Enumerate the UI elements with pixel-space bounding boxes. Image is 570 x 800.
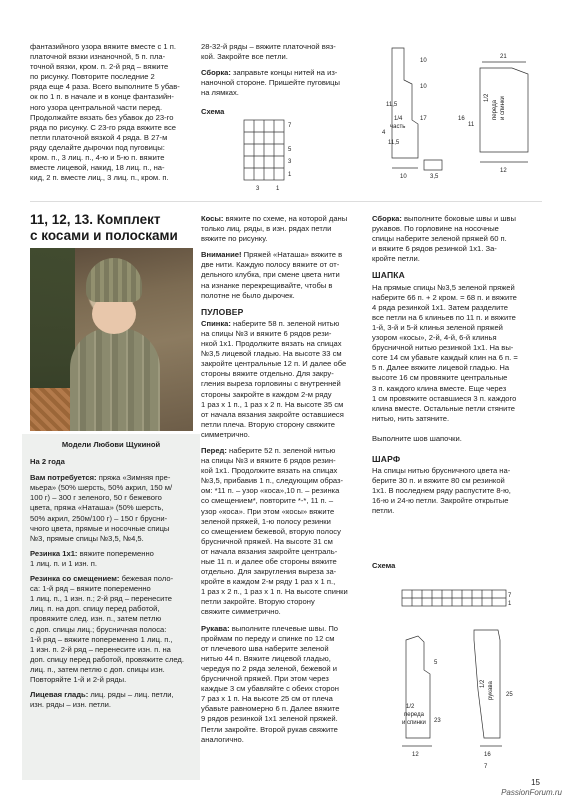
sleeve-line: убавьте равномерно 6 п. Далее вяжите <box>201 704 340 714</box>
front-line: ом: *11 п. – узор «коса»,10 п. – резинка <box>201 486 340 496</box>
final-assembly-heading: Сборка: <box>372 214 402 223</box>
watermark: PassionForum.ru <box>501 788 562 797</box>
hat-seam-note: Выполните шов шапочки. <box>372 433 462 443</box>
hat-line: наберите 66 п. + 2 кром. = 68 п. и вяжите <box>372 292 517 302</box>
scheme-num-bottom-1: 1 <box>276 186 280 192</box>
article-title <box>30 212 200 244</box>
rib-text: вяжите попеременно <box>77 548 154 558</box>
back-text: наберите 58 п. зеленой нитью <box>230 318 340 328</box>
bottom-pattern-sleeve: рукава <box>488 681 494 700</box>
back-line: №3,5 лицевой гладью. На высоте 33 см <box>201 349 342 359</box>
front-line: зеленой пряжей, 1-ю полосу резинки <box>201 516 331 526</box>
scheme-num-1: 1 <box>288 172 292 178</box>
hat-line: нитью, нить затяните. <box>372 413 450 423</box>
shift-rib-line: 1 изн. п. 2-й ряд – перенесите изн. п. на <box>30 644 171 654</box>
attention-line: две нити. Каждую полосу вяжите от от- <box>201 260 340 270</box>
front-line: кройте в каждом 2-м ряду 1 раз х 1 п., <box>201 577 336 587</box>
materials-line: 50% акрил, 250м/100 г) – 150 г брусни- <box>30 513 168 523</box>
pattern-num-11: 11 <box>468 122 475 128</box>
shift-rib-heading: Резинка со смещением: <box>30 574 120 584</box>
materials-text: пряжа «Зимняя пре- <box>96 473 171 483</box>
front-line: узор «коса». При этом «косы» вяжите <box>201 506 335 516</box>
bottom-scheme-label: Схема <box>372 560 396 570</box>
hat-line: 4 ряда резинкой 1х1. Затем разделите <box>372 302 508 312</box>
back-line: закройте центральные 12 п. И далее обе <box>201 359 347 369</box>
top-text-line: Продолжайте вязать без убавок до 23-го <box>30 112 174 122</box>
back-line: симметрично. <box>201 429 250 439</box>
front-line: со смещением бежевой, вторую полосу <box>201 526 341 536</box>
sleeve-line: проймам по переду и спинке по 12 см <box>201 633 335 643</box>
materials-line: чного цвета, прямые и носочные спицы <box>30 523 170 533</box>
sleeve-text: выполните плечевые швы. По <box>229 623 339 633</box>
top-text-line: ок по 1 п. в начале и в конце фантазийн- <box>30 92 174 102</box>
front-line: свяжите симметрично. <box>201 607 281 617</box>
front-line: кой 1х1. Продолжите вязать на спицах <box>201 466 338 476</box>
top-cable-scheme <box>238 118 298 198</box>
pattern-num-quarter: 1/4 <box>394 116 403 122</box>
bottom-pattern-half-a: 1/2 <box>406 704 415 710</box>
bottom-pattern-num-25: 25 <box>506 692 513 698</box>
article-title-line-1: 11, 12, 13. Комплект <box>30 212 161 227</box>
top-text-line: ряду сделайте дырочки под пуговицы: <box>30 142 165 152</box>
back-line: стороны вяжите отдельно. Для закру- <box>201 369 334 379</box>
pattern-num-11-5a: 11,5 <box>386 102 398 108</box>
pattern-label-part: часть <box>390 124 406 130</box>
attention-line: дельного клубка, при смене цвета нити <box>201 270 340 280</box>
hat-line: 1-й, 3-й и 5-й клинья зеленой пряжей <box>372 322 503 332</box>
author-credit: Модели Любови Щукиной <box>61 440 161 449</box>
top-scheme-label: Схема <box>201 107 225 117</box>
sleeve-line: брусничной пряжей. При этом через <box>201 674 329 684</box>
hat-line: 1 см провяжите оставшиеся 3 п. каждого <box>372 393 517 403</box>
front-line: ные 11 п. и далее обе стороны вяжите <box>201 557 337 566</box>
pattern-num-3-5: 3,5 <box>430 174 439 180</box>
cables-line: вяжите по рисунку. <box>201 234 268 244</box>
bottom-garment-pattern <box>388 620 538 770</box>
back-heading: Спинка: <box>201 318 231 328</box>
pattern-half: 1/2 <box>484 93 490 102</box>
scarf-line: 1х1. В последнем ряду распустите 8-ю, <box>372 486 511 496</box>
stockinette-text: лиц. ряды – лиц. петли, <box>88 690 174 700</box>
hat-line: высоте 16 см провяжите центральные <box>372 373 508 383</box>
hat-line: клина вместе. Остальные петли стяните <box>372 403 515 413</box>
sleeve-line: 9 рядов резинкой 1х1 зеленой пряжей. <box>201 714 338 724</box>
hat-line: На прямые спицы №3,5 зеленой пряжей <box>372 282 515 292</box>
bottom-pattern-num-7: 7 <box>484 764 488 770</box>
shift-rib-line: с доп. спицы лиц.; брусничная полоса: <box>30 624 167 634</box>
materials-line: №3, прямые спицы №3,5, №4,5. <box>30 533 144 543</box>
model-photo <box>30 248 193 431</box>
sleeve-line: каждые 3 см убавляйте с обеих сторон <box>201 684 339 694</box>
top-text-line: кой. Закройте все петли. <box>201 52 288 62</box>
front-line: со смещением*, повторите *-*, 11 п. – <box>201 496 334 506</box>
materials-line: 100 г) – 300 г зеленого, 50 г бежевого <box>30 493 162 503</box>
page-number: 15 <box>531 778 540 787</box>
hat-heading: ШАПКА <box>372 270 406 281</box>
bottom-scheme-num-1: 1 <box>508 601 512 607</box>
attention-line: на изнанке перекрещивайте, чтобы в <box>201 280 333 290</box>
final-assembly-text: выполните боковые швы и швы <box>401 214 516 223</box>
final-assembly-line: рукавов. По горловине на носочные <box>372 224 499 234</box>
pattern-num-10c: 10 <box>400 174 407 180</box>
top-text-line: ряда еще 4 раза. Всего выполните 5 убав- <box>30 82 180 92</box>
sleeve-line: аналогично. <box>201 734 244 744</box>
pattern-num-10a: 10 <box>420 58 427 64</box>
pullover-heading: ПУЛОВЕР <box>201 306 244 317</box>
front-heading: Перед: <box>201 445 227 455</box>
pattern-num-12: 12 <box>500 168 507 174</box>
bottom-pattern-num-5: 5 <box>434 660 438 666</box>
top-assembly-line: на лямках. <box>201 88 239 98</box>
scarf-heading: ШАРФ <box>372 453 401 464</box>
materials-heading: Вам потребуется: <box>30 473 97 483</box>
bottom-scheme-num-7: 7 <box>508 593 512 599</box>
top-text-line: петли платочной вязкой 4 ряда. В 27-м <box>30 132 168 142</box>
scarf-line: На спицы нитью брусничного цвета на- <box>372 466 511 476</box>
sleeve-line: 7 раз х 1 п. На высоте 25 см от плеча <box>201 694 333 704</box>
scarf-line: берите 30 п. и вяжите 80 см резинкой <box>372 476 505 486</box>
front-line: на спицы №3 и вяжите 6 рядов резин- <box>201 456 336 466</box>
materials-line: мьера» (50% шерсть, 50% акрил, 150 м/ <box>30 483 173 493</box>
hat-line: 3 п. каждого клина вместе. Еще через <box>372 383 507 393</box>
cables-heading: Косы: <box>201 214 224 223</box>
top-text-line: ного узора центральной части перед. <box>30 102 163 112</box>
final-assembly-line: кройте петли. <box>372 254 420 264</box>
front-line: №3,5, прибавив 1 п., следующим образ- <box>201 476 344 486</box>
top-text-line: кид, 2 п. вместе лиц., 3 лиц. п., кром. п. <box>30 173 169 183</box>
shift-rib-line: 1 лиц. п., 1 изн. п.; 2-й ряд – перенесите <box>30 594 173 604</box>
shift-rib-line: доп. спицу перед работой, провяжите след. <box>30 654 184 664</box>
final-assembly-line: спицы наберите зеленой пряжей 60 п. <box>372 234 507 244</box>
hat-line: брусничной нитью резинкой 1х1. На вы- <box>372 343 514 353</box>
pattern-num-16: 16 <box>458 116 465 122</box>
pattern-num-4: 4 <box>382 130 386 136</box>
top-column-2 <box>201 42 361 118</box>
back-line: от начала вязания закройте оставшиеся <box>201 409 344 419</box>
top-text-line: кром. п., 3 лиц. п., 4-ю и 5-ю п. вяжите <box>30 153 165 163</box>
pattern-num-21: 21 <box>500 54 507 60</box>
attention-line: полотне не было дырочек. <box>201 290 295 300</box>
sleeve-line: нитью 44 п. Вяжите лицевой гладью, <box>201 653 331 663</box>
bottom-pattern-half-b: 1/2 <box>480 679 486 688</box>
final-assembly-line: и вяжите 6 рядов резинкой 1х1. За- <box>372 244 497 254</box>
back-line: 1 раз х 1 п., 1 раз х 2 п. На высоте 35 см <box>201 399 344 409</box>
sleeve-line: от плечевого шва наберите зеленой <box>201 643 329 653</box>
hat-line: все петли на 6 клиньев по 11 п. и вяжите <box>372 312 516 322</box>
shift-rib-line: 1-й ряд – вяжите попеременно 1 лиц. п., <box>30 634 173 644</box>
top-text-line: точной вязки, кром. п. 2-й ряд – вяжите <box>30 62 169 72</box>
article-column-1 <box>22 434 200 780</box>
back-line: петли плеча. Вторую сторону свяжите <box>201 419 336 429</box>
scheme-num-7: 7 <box>288 123 292 129</box>
shift-rib-line: Повторяйте 1-й и 2-й ряды. <box>30 674 127 684</box>
hat-line: узором «косы», 2-й, 4-й, 6-й клинья <box>372 333 497 343</box>
cables-text: вяжите по схеме, на которой даны <box>223 214 348 223</box>
top-garment-pattern <box>372 40 542 200</box>
sleeve-line: Петли закройте. Второй рукав свяжите <box>201 724 338 734</box>
bottom-pattern-num-23: 23 <box>434 718 441 724</box>
pattern-num-17: 17 <box>420 116 427 122</box>
bottom-pattern-num-16: 16 <box>484 752 491 758</box>
article-title-line-2: с косами и полосками <box>30 228 178 243</box>
sleeve-heading: Рукава: <box>201 623 230 633</box>
shift-rib-line: лиц. п., затем петлю с доп. спицы изн. <box>30 664 165 674</box>
back-line: стороны закройте в каждом 2-м ряду <box>201 389 332 399</box>
shift-rib-text: бежевая поло- <box>119 574 174 584</box>
front-line: отдельно. Для закругления выреза за- <box>201 567 337 577</box>
scheme-num-bottom-3: 3 <box>256 186 260 192</box>
rib-heading: Резинка 1х1: <box>30 548 78 558</box>
top-assembly-line: наночной стороне. Пришейте пуговицы <box>201 78 340 88</box>
front-line: от начала вязания закройте централь- <box>201 546 338 556</box>
front-line: 1 раз х 2 п., 1 раз х 1 п. На высоте спинки <box>201 587 348 597</box>
pattern-and-back: и спинки <box>500 96 506 120</box>
pattern-num-11-5b: 11,5 <box>388 140 400 146</box>
article-column-3 <box>372 214 542 571</box>
back-line: на спицы №3 и вяжите 6 рядов рези- <box>201 328 332 338</box>
top-column-1 <box>30 42 193 183</box>
front-line: брусничной пряжей. На высоте 31 см <box>201 536 333 546</box>
top-text-line: ряда по рисунку. С 23-го ряда вяжите все <box>30 122 176 132</box>
section-divider <box>30 201 542 202</box>
scheme-num-5: 5 <box>288 147 292 153</box>
shift-rib-line: провяжите след. изн. п., затем петлю <box>30 614 162 624</box>
scarf-line: 16-ю и 24-ю петли. Закройте открытые <box>372 496 509 506</box>
hat-line: 5 п. Далее вяжите лицевой гладью. На <box>372 363 510 373</box>
scarf-line: петли. <box>372 506 395 516</box>
top-text-line: платочной вязки изнаночной, 5 п. пла- <box>30 52 166 62</box>
bottom-pattern-front: переда <box>404 712 424 718</box>
attention-text: Пряжей «Наташа» вяжите в <box>241 250 343 260</box>
article-column-2 <box>201 214 363 745</box>
top-text-line: 28-32-й ряды – вяжите платочной вяз- <box>201 42 336 51</box>
bottom-cable-scheme <box>398 586 518 614</box>
scheme-num-3: 3 <box>288 159 292 165</box>
materials-line: цвета, пряжа «Наташа» (50% шерсть, <box>30 503 164 513</box>
hat-line: соте 14 см убавьте каждый клин на 6 п. = <box>372 353 518 363</box>
age-label: На 2 года <box>30 457 65 467</box>
top-assembly-text: заправьте концы нитей на из- <box>230 68 338 78</box>
pattern-num-10b: 10 <box>420 84 427 90</box>
rib-line: 1 лиц. п. и 1 изн. п. <box>30 558 97 568</box>
shift-rib-line: лиц. п. на доп. спицу перед работой, <box>30 604 160 614</box>
back-line: гления выреза горловины с внутренней <box>201 379 341 389</box>
front-line: петли закройте. Вторую сторону <box>201 597 315 607</box>
back-line: нкой 1х1. Продолжите вязать на спицах <box>201 339 342 349</box>
top-text-line: по рисунку. Повторите последние 2 <box>30 72 155 82</box>
top-assembly-heading: Сборка: <box>201 68 231 78</box>
bottom-pattern-num-12: 12 <box>412 752 419 758</box>
stockinette-heading: Лицевая гладь: <box>30 690 89 700</box>
shift-rib-line: са: 1-й ряд – вяжите попеременно <box>30 584 151 594</box>
top-text-line: фантазийного узора вяжите вместе с 1 п. <box>30 42 176 51</box>
cables-line: только лиц. ряды, в изн. рядах петли <box>201 224 332 234</box>
top-text-line: вместе лицевой, накид, 18 лиц. п., на- <box>30 163 165 173</box>
stockinette-line: изн. ряды – изн. петли. <box>30 700 112 710</box>
bottom-pattern-and-back: и спинки <box>402 720 426 726</box>
pattern-front: переда <box>492 100 498 120</box>
attention-heading: Внимание! <box>201 250 242 260</box>
sleeve-line: чередуя по 2 ряда зеленой, бежевой и <box>201 663 337 673</box>
front-text: наберите 52 п. зеленой нитью <box>226 445 336 455</box>
